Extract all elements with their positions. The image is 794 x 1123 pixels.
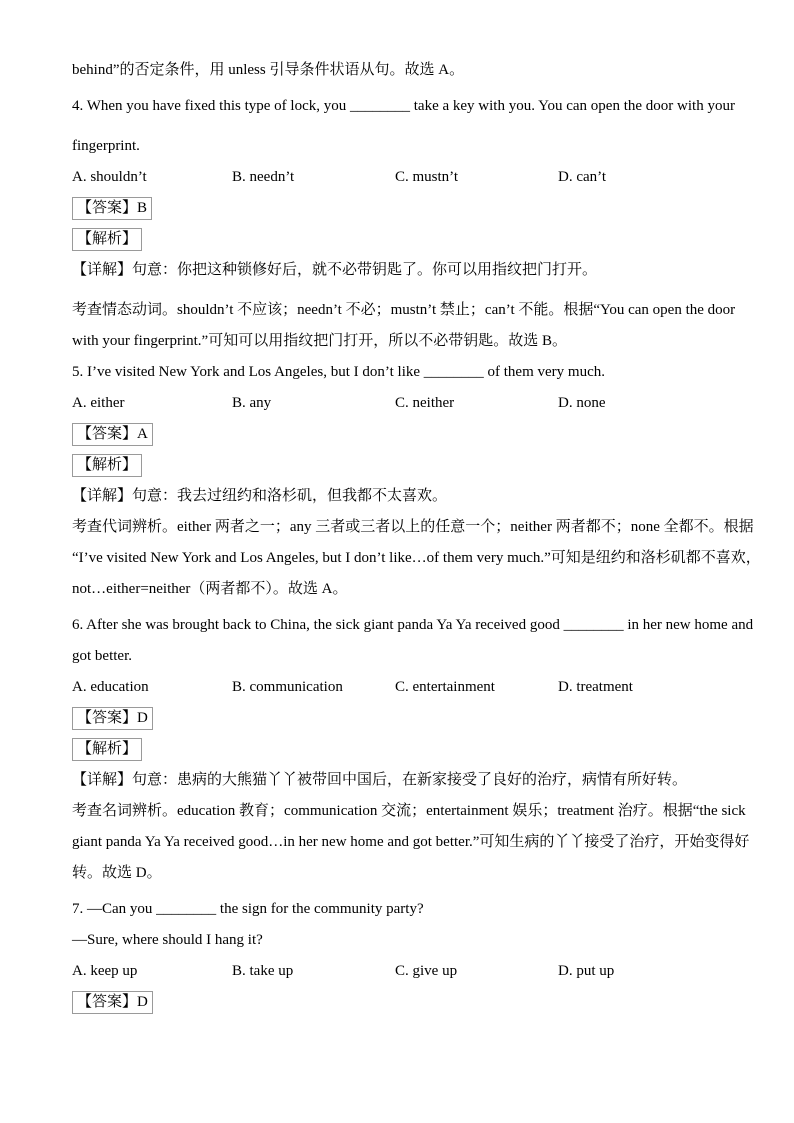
text-line: 考查代词辨析。either 两者之一；any 三者或三者以上的任意一个；neither 两者都不；none 全都不。根据	[72, 519, 754, 535]
option: B. communication	[232, 679, 343, 695]
text-line: 5. I’ve visited New York and Los Angeles, but I don’t like ________ of them very much.	[72, 364, 605, 380]
text-line: 【详解】句意：你把这种锁修好后，就不必带钥匙了。你可以用指纹把门打开。	[72, 262, 598, 278]
answer-bracket-label: 【答案】B	[72, 197, 152, 220]
options-row	[72, 162, 734, 193]
text-line: —Sure, where should I hang it?	[72, 932, 263, 948]
text-line: 7. —Can you ________ the sign for the community party?	[72, 901, 424, 917]
answer-bracket-label: 【答案】A	[72, 423, 153, 446]
option: C. mustn’t	[395, 169, 459, 185]
analysis-label-line	[72, 224, 734, 255]
option: C. entertainment	[395, 679, 495, 695]
text-line: 考查情态动词。shouldn’t 不应该；needn’t 不必；mustn’t 禁止；can’t 不能。根据“You can open the door	[72, 302, 736, 318]
option: A. either	[72, 395, 125, 411]
analysis-label-line	[72, 734, 734, 765]
option: A. education	[72, 679, 149, 695]
answer-line	[72, 987, 734, 1018]
option: C. give up	[395, 963, 458, 979]
text-line: “I’ve visited New York and Los Angeles, but I don’t like…of them very much.”可知是纽约和洛杉矶都不喜欢，	[72, 550, 761, 566]
answer-line	[72, 703, 734, 734]
text-line: 考查名词辨析。education 教育；communication 交流；entertainment 娱乐；treatment 治疗。根据“the sick	[72, 803, 746, 819]
analysis-bracket-label: 【解析】	[72, 228, 142, 251]
option: B. needn’t	[232, 169, 295, 185]
text-line: not…either=neither（两者都不）。故选 A。	[72, 581, 348, 597]
analysis-label-line	[72, 450, 734, 481]
options-row	[72, 388, 734, 419]
text-line: behind”的否定条件，用 unless 引导条件状语从句。故选 A。	[72, 62, 465, 78]
text-line: 6. After she was brought back to China, the sick giant panda Ya Ya received good ________ in her new home and	[72, 617, 754, 633]
option: D. can’t	[558, 169, 607, 185]
text-line: 【详解】句意：我去过纽约和洛杉矶，但我都不太喜欢。	[72, 488, 448, 504]
answer-line	[72, 419, 734, 450]
option: A. shouldn’t	[72, 169, 147, 185]
option: A. keep up	[72, 963, 138, 979]
option: B. any	[232, 395, 272, 411]
answer-line	[72, 193, 734, 224]
analysis-bracket-label: 【解析】	[72, 454, 142, 477]
option: D. put up	[558, 963, 615, 979]
options-row	[72, 672, 734, 703]
options-row	[72, 956, 734, 987]
answer-bracket-label: 【答案】D	[72, 991, 153, 1014]
answer-bracket-label: 【答案】D	[72, 707, 153, 730]
option: D. treatment	[558, 679, 633, 695]
option: C. neither	[395, 395, 455, 411]
option: D. none	[558, 395, 606, 411]
option: B. take up	[232, 963, 294, 979]
text-line: got better.	[72, 648, 132, 664]
text-line: 【详解】句意：患病的大熊猫丫丫被带回中国后，在新家接受了良好的治疗，病情有所好转。	[72, 772, 688, 788]
analysis-bracket-label: 【解析】	[72, 738, 142, 761]
text-line: giant panda Ya Ya received good…in her new home and got better.”可知生病的丫丫接受了治疗，开始变得好	[72, 834, 750, 850]
text-line: 转。故选 D。	[72, 865, 162, 881]
text-line: 4. When you have fixed this type of lock, you ________ take a key with you. You can open the door with your	[72, 98, 735, 114]
text-line: fingerprint.	[72, 138, 140, 154]
text-line: with your fingerprint.”可知可以用指纹把门打开，所以不必带钥匙。故选 B。	[72, 333, 567, 349]
